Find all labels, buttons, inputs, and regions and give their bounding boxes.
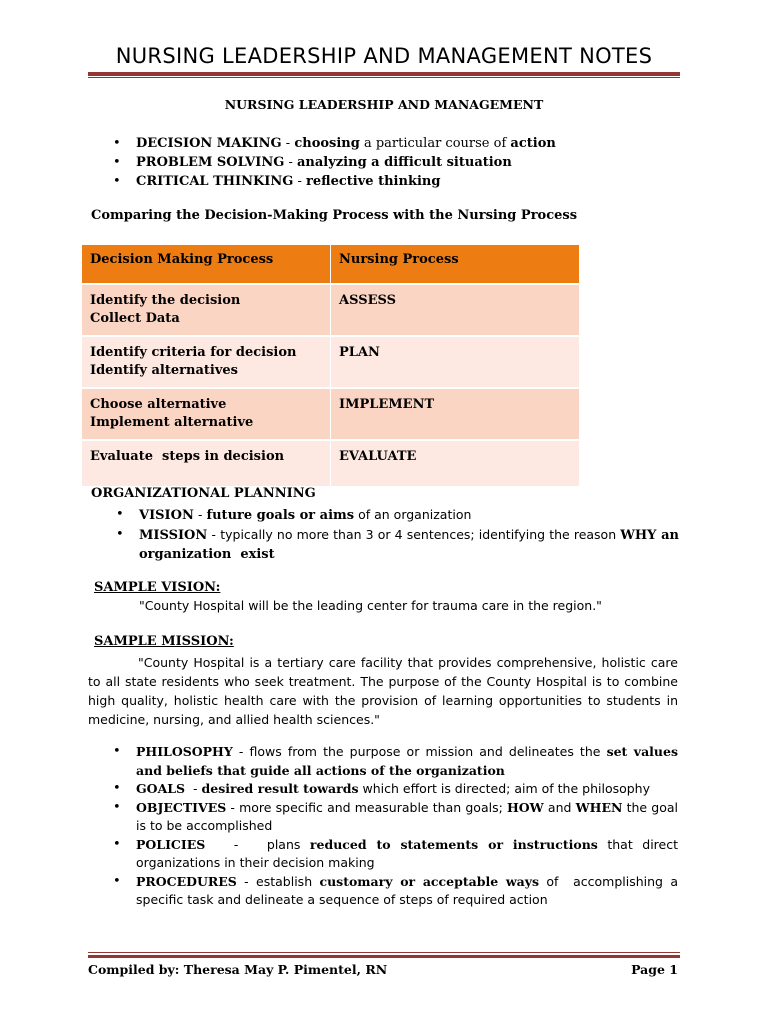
table-row (82, 284, 580, 336)
table-cell: Identify criteria for decision Identify alternatives (82, 336, 331, 388)
page-header-title: NURSING LEADERSHIP AND MANAGEMENT NOTES (115, 44, 653, 68)
table-cell: Identify the decision Collect Data (82, 284, 331, 336)
definitions-list (136, 134, 556, 191)
footer-page-number: Page 1 (631, 962, 678, 977)
table-cell: IMPLEMENT (331, 388, 580, 440)
table-row (82, 336, 580, 388)
header-rule-thin (88, 77, 680, 78)
objectives-item: • OBJECTIVES - more specific and measurable than goals; HOW and WHEN the goal is to be accomplished (136, 799, 678, 836)
org-planning-title: ORGANIZATIONAL PLANNING (91, 486, 316, 501)
goals-item: • GOALS - desired result towards which effort is directed; aim of the philosophy (136, 780, 678, 799)
vision-item: • VISION - future goals or aims of an organization (139, 505, 679, 525)
definition-item: • DECISION MAKING - choosing a particular course of action (136, 134, 556, 153)
definition-item: • PROBLEM SOLVING - analyzing a difficult situation (136, 153, 556, 172)
table-cell: PLAN (331, 336, 580, 388)
table-header-row (82, 245, 580, 284)
comparison-table (82, 245, 580, 488)
mission-item: • MISSION - typically no more than 3 or 4 sentences; identifying the reason WHY an organization exist (139, 525, 679, 564)
table-row (82, 388, 580, 440)
table-cell: ASSESS (331, 284, 580, 336)
footer-rule (88, 955, 680, 958)
table-row (82, 440, 580, 487)
footer-rule-thin (88, 952, 680, 953)
document-title: NURSING LEADERSHIP AND MANAGEMENT (224, 97, 544, 112)
comparison-title: Comparing the Decision-Making Process with the Nursing Process (91, 208, 578, 223)
procedures-item: • PROCEDURES - establish customary or acceptable ways of accomplishing a specific task and delineate a sequence of steps of required action (136, 873, 678, 910)
sample-mission-text: "County Hospital is a tertiary care facility that provides comprehensive, holistic care to all state residents who seek treatment. The purpose of the County Hospital is to combine high quality, holistic health care with the provision of learning opportunities to students in medicine, nursing, and allied health sciences." (88, 655, 678, 727)
sample-mission-label: SAMPLE MISSION: (94, 634, 234, 649)
planning-terms-list (136, 743, 682, 910)
org-planning-list (139, 505, 684, 564)
table-cell: Evaluate steps in decision (82, 440, 331, 487)
table-cell: Choose alternative Implement alternative (82, 388, 331, 440)
definition-item: • CRITICAL THINKING - reflective thinking (136, 172, 556, 191)
table-cell: EVALUATE (331, 440, 580, 487)
table-header-cell: Decision Making Process (82, 245, 331, 284)
sample-vision-label: SAMPLE VISION: (94, 580, 221, 595)
footer-compiled-by: Compiled by: Theresa May P. Pimentel, RN (88, 962, 388, 977)
philosophy-item: • PHILOSOPHY - flows from the purpose or mission and delineates the set values and beliefs that guide all actions of the organization (136, 743, 678, 780)
table-header-cell: Nursing Process (331, 245, 580, 284)
sample-vision-text: "County Hospital will be the leading center for trauma care in the region." (139, 598, 602, 613)
header-rule (88, 72, 680, 76)
policies-item: • POLICIES - plans reduced to statements or instructions that direct organizations in their decision making (136, 836, 678, 873)
